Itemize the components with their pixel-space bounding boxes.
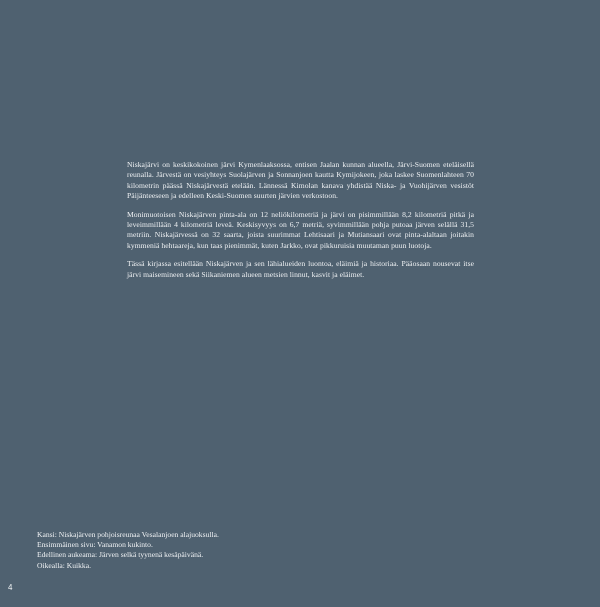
caption-cover: Kansi: Niskajärven pohjoisreunaa Vesalanjoen alajuoksulla.	[37, 530, 219, 539]
body-paragraph-1: Niskajärvi on keskikokoinen järvi Kymenlaaksossa, entisen Jaalan kunnan alueella, Järvi-Suomen eteläisellä reunalla. Järvestä on vesiyhteys Suolajärven ja Sonnanjoen kautta Kymijokeen, joka laskee Suomenlahteen 70 kilometrin päässä Niskajärvestä etelään. Lännessä Kimolan kanava yhdistää Niska- ja Vuohijärven vesistöt Päijänteeseen ja edelleen Keski-Suomen suurten järvien verkostoon.	[127, 160, 474, 201]
page-number: 4	[8, 583, 13, 592]
body-text	[127, 160, 474, 288]
body-paragraph-2: Monimuotoisen Niskajärven pinta-ala on 12 neliökilometriä ja järvi on pisimmillään 8,2 kilometriä pitkä ja leveimmillään 4 kilometriä leveä. Keskisyvyys on 6,7 metriä, syvimmillään pohja putoaa järven selällä 31,5 metriin. Niskajärvessä on 32 saarta, joista suurimmat Lehtisaari ja Mutiansaari ovat pinta-alaltaan joitakin kymmeniä hehtaareja, kun taas pienimmät, kuten Jarkko, ovat pikkuruisia muutaman puun luotoja.	[127, 209, 474, 250]
photo-captions	[37, 530, 337, 571]
body-paragraph-3: Tässä kirjassa esitellään Niskajärven ja sen lähialueiden luontoa, eläimiä ja historiaa. Pääosaan nousevat itse järvi maisemineen sekä Siikaniemen alueen metsien linnut, kasvit ja eläimet.	[127, 259, 474, 279]
caption-right: Oikealla: Kuikka.	[37, 560, 91, 570]
caption-first-page: Ensimmäinen sivu: Vanamon kukinto.	[37, 540, 153, 550]
caption-previous-spread: Edellinen aukeama: Järven selkä tyynenä kesäpäivänä.	[37, 550, 204, 560]
